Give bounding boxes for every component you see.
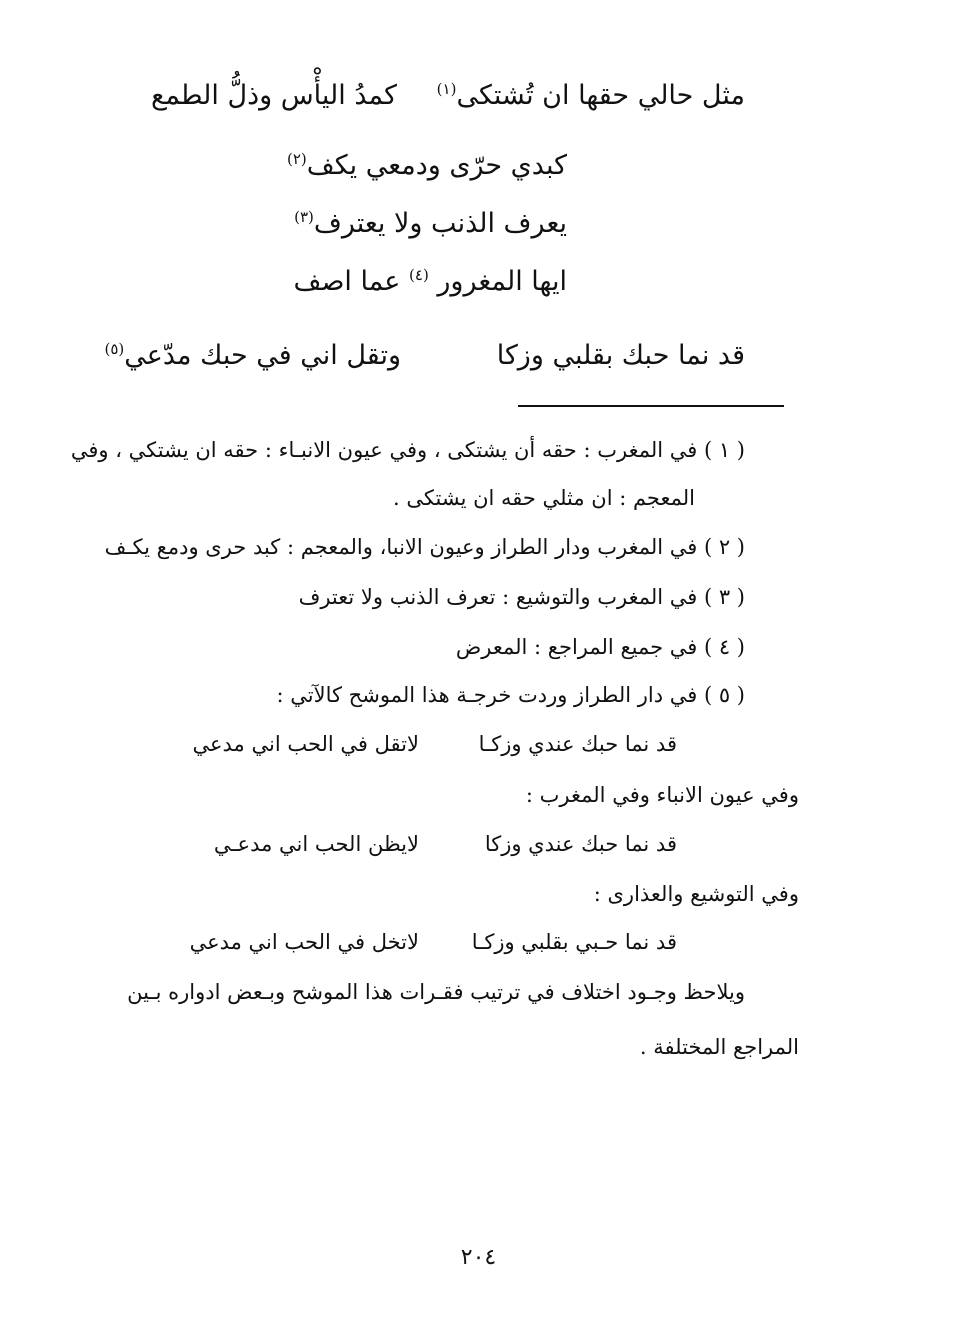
variant-source-3: وفي التوشيع والعذارى : — [593, 882, 799, 906]
footnote-1-line-b: المعجم : ان مثلي حقه ان يشتكى . — [393, 486, 695, 510]
variant-2-second-hemistich: لايظن الحب اني مدعـي — [213, 832, 419, 856]
poem-line-1-left-text: كمدُ اليأْس وذلُّ الطمع — [151, 80, 397, 111]
poem-line-4-text-a: ايها المغرور — [437, 266, 567, 297]
variant-3-second-hemistich: لاتخل في الحب اني مدعي — [189, 930, 419, 954]
poem-line-5-first-hemistich — [497, 340, 745, 371]
closing-note-line-a: ويلاحظ وجـود اختلاف في ترتيب فقـرات هذا الموشح وبـعض ادواره بـين — [127, 980, 745, 1004]
poem-line-1-second-hemistich — [151, 80, 397, 111]
poem-line-3 — [294, 208, 567, 239]
variant-3-first-hemistich: قد نما حـبي بقلبي وزكـا — [471, 930, 677, 954]
footnote-ref-4: (٤) — [409, 266, 429, 284]
footnote-separator — [518, 405, 784, 407]
poem-line-5-second-hemistich — [104, 340, 401, 371]
poem-line-5-left-text: وتقل اني في حبك مدّعي — [124, 340, 401, 371]
footnote-ref-1: (١) — [436, 80, 457, 98]
poem-line-1-first-hemistich — [437, 80, 745, 111]
poem-line-1-right-text: مثل حالي حقها ان تُشتكى — [456, 80, 745, 111]
footnote-1-line-a: ( ١ ) في المغرب : حقه أن يشتكى ، وفي عيون الانبـاء : حقه ان يشتكي ، وفي — [70, 438, 745, 462]
closing-note-line-b: المراجع المختلفة . — [639, 1035, 799, 1059]
poem-line-4-text-b: عما اصف — [293, 266, 401, 297]
footnote-2: ( ٢ ) في المغرب ودار الطراز وعيون الانبا، والمعجم : كبد حرى ودمع يكـف — [104, 535, 745, 559]
poem-line-3-text: يعرف الذنب ولا يعترف — [313, 208, 567, 239]
variant-2-first-hemistich: قد نما حبك عندي وزكا — [484, 832, 677, 856]
variant-1-first-hemistich: قد نما حبك عندي وزكـا — [478, 732, 677, 756]
footnote-5: ( ٥ ) في دار الطراز وردت خرجـة هذا الموشح كالآتي : — [276, 683, 745, 707]
poem-line-5-right-text: قد نما حبك بقلبي وزكا — [496, 340, 745, 371]
footnote-ref-2: (٢) — [287, 150, 307, 168]
footnote-ref-3: (٣) — [294, 208, 314, 226]
variant-1-second-hemistich: لاتقل في الحب اني مدعي — [192, 732, 419, 756]
poem-line-2-text: كبدي حرّى ودمعي يكف — [306, 150, 567, 181]
footnote-3: ( ٣ ) في المغرب والتوشيع : تعرف الذنب ولا تعترف — [298, 585, 745, 609]
poem-line-4 — [294, 266, 567, 297]
page-number: ٢٠٤ — [460, 1245, 497, 1270]
footnote-4: ( ٤ ) في جميع المراجع : المعرض — [455, 635, 745, 659]
footnote-ref-5: (٥) — [104, 340, 125, 358]
poem-line-2 — [287, 150, 567, 181]
variant-source-2: وفي عيون الانباء وفي المغرب : — [525, 783, 799, 807]
